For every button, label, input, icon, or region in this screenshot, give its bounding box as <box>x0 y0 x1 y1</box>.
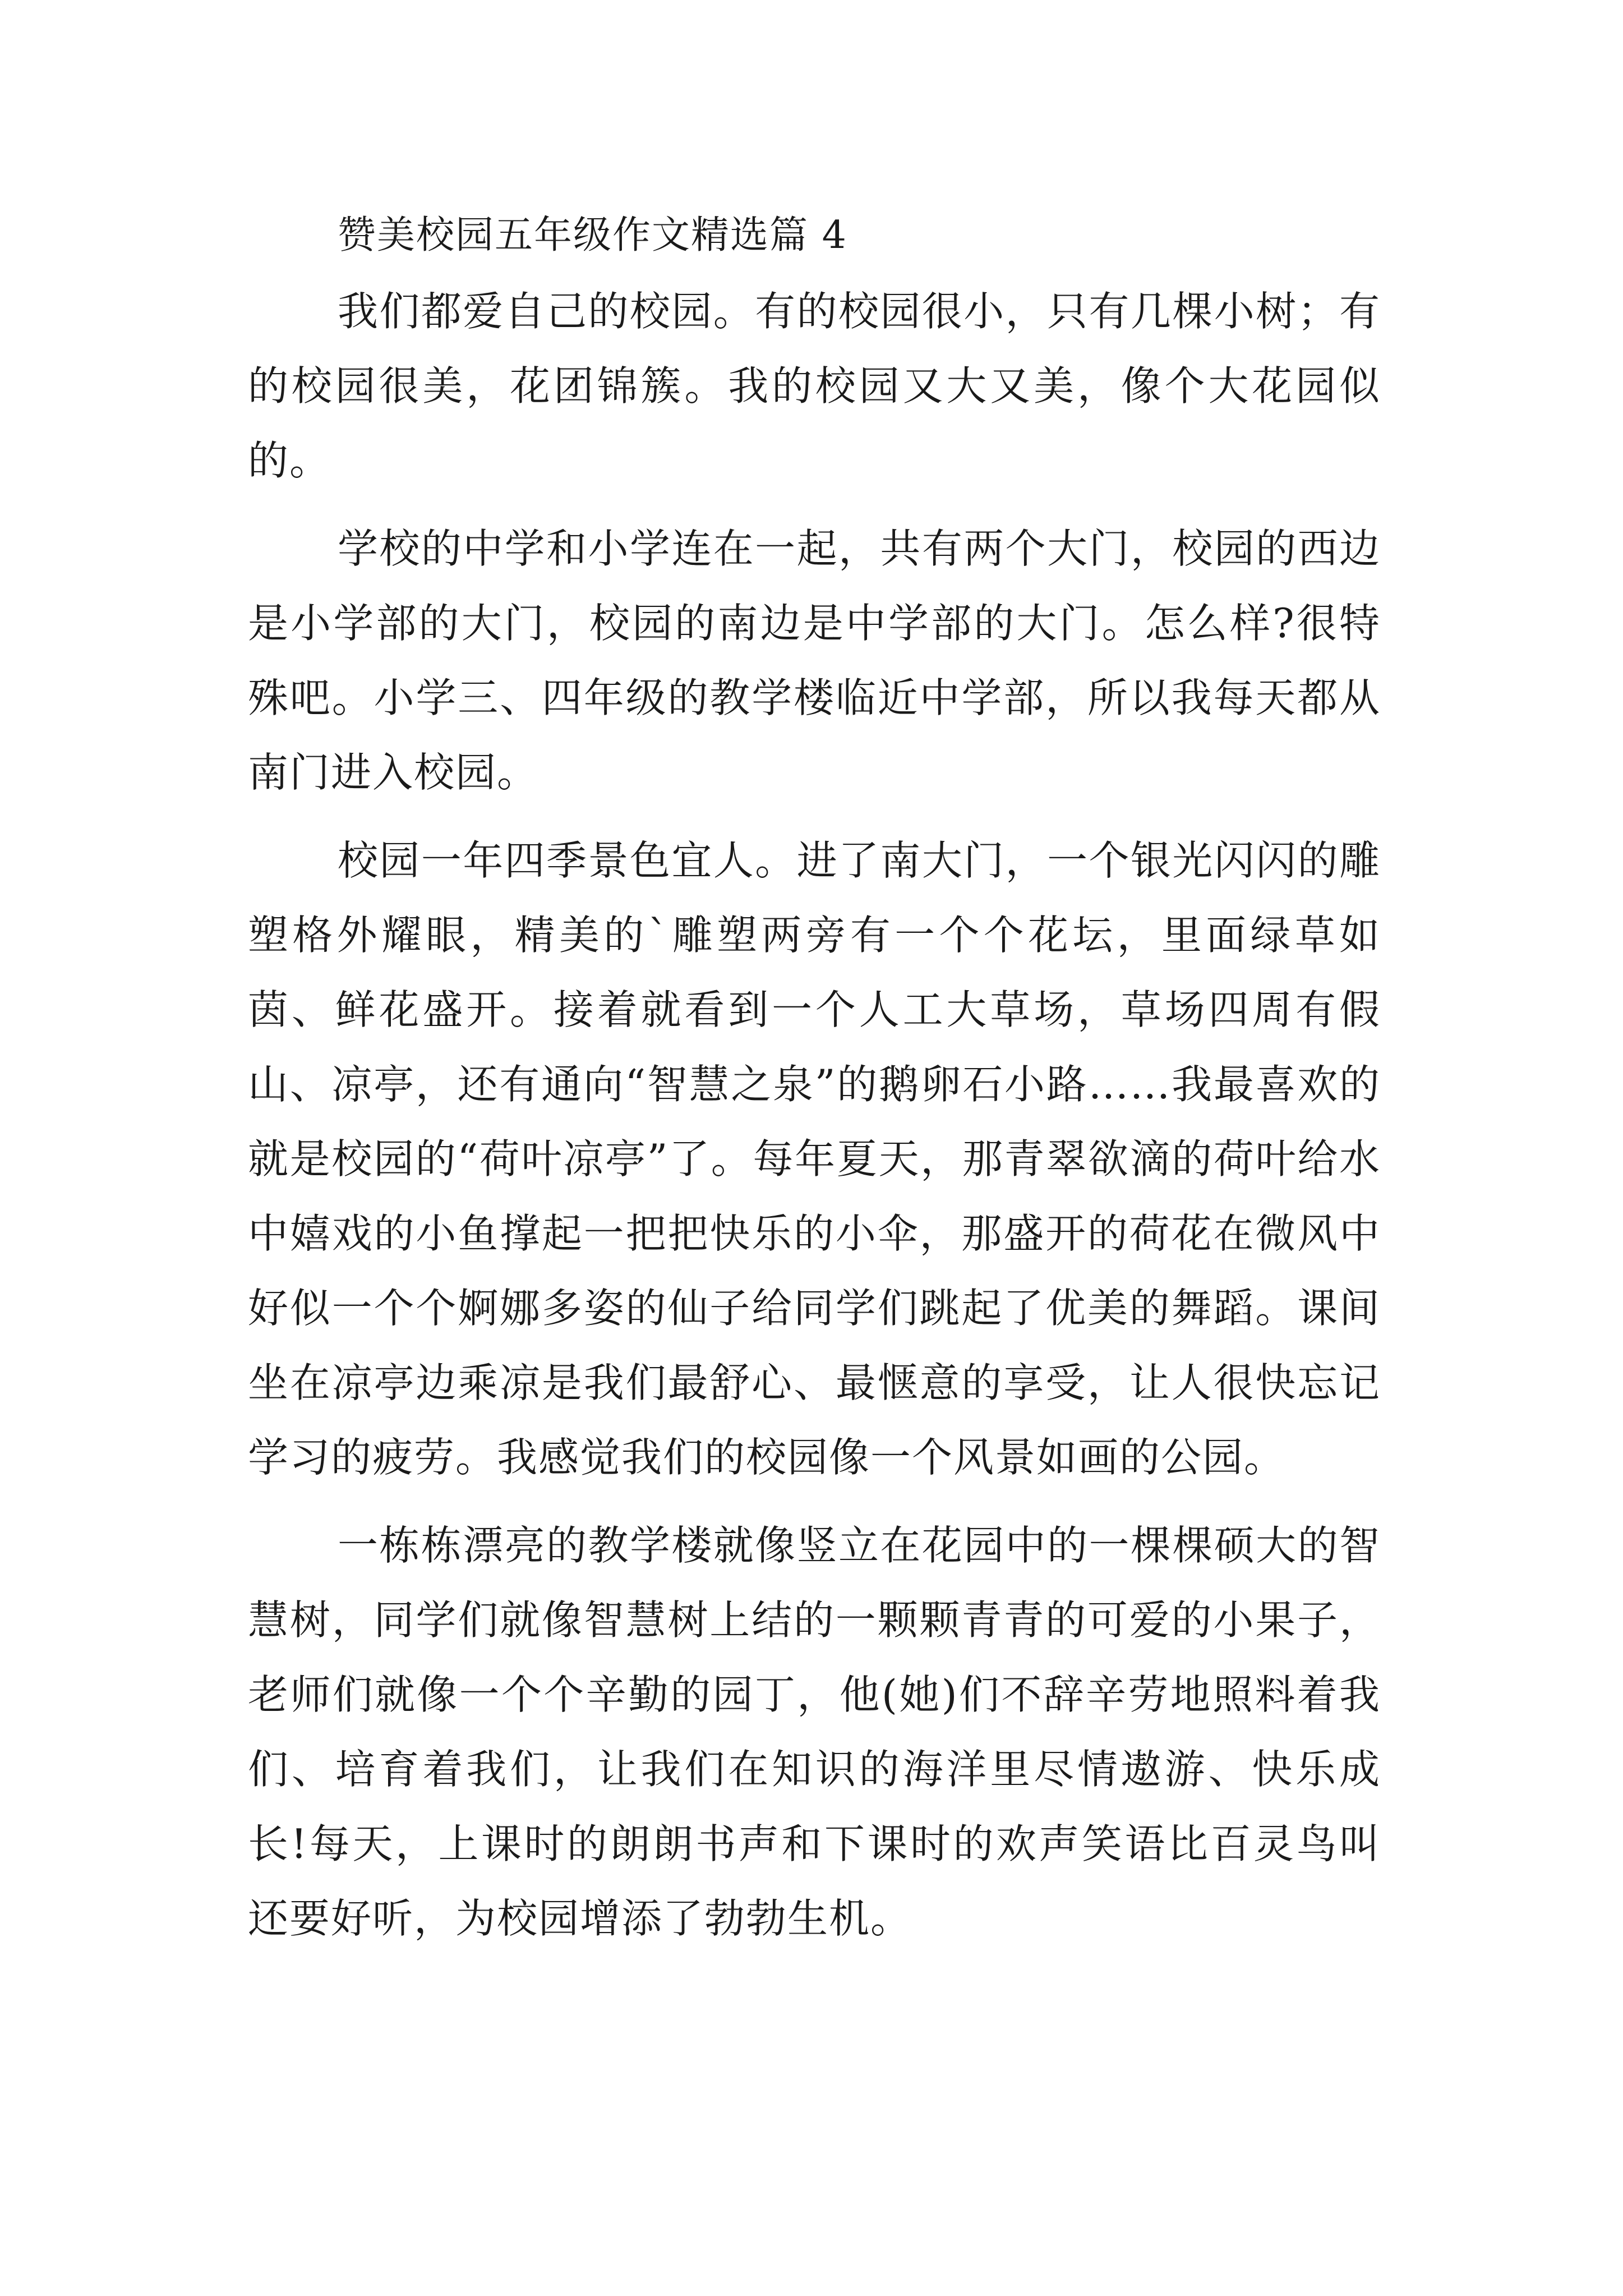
document-body <box>248 199 1381 1956</box>
paragraph-school-gates: 学校的中学和小学连在一起，共有两个大门，校园的西边是小学部的大门，校园的南边是中学部的大门。怎么样?很特殊吧。小学三、四年级的教学楼临近中学部，所以我每天都从南门进入校园。 <box>248 525 1381 796</box>
paragraph-teachers-students: 一栋栋漂亮的教学楼就像竖立在花园中的一棵棵硕大的智慧树，同学们就像智慧树上结的一颗颗青青的可爱的小果子，老师们就像一个个辛勤的园丁，他(她)们不辞辛劳地照料着我们、培育着我们，让我们在知识的海洋里尽情遨游、快乐成长!每天，上课时的朗朗书声和下课时的欢声笑语比百灵鸟叫还要好听，为校园增添了勃勃生机。 <box>248 1522 1381 1942</box>
paragraph-scenery: 校园一年四季景色宜人。进了南大门，一个银光闪闪的雕塑格外耀眼，精美的`雕塑两旁有一个个花坛，里面绿草如茵、鲜花盛开。接着就看到一个人工大草场，草场四周有假山、凉亭，还有通向“智慧之泉”的鹅卵石小路……我最喜欢的就是校园的“荷叶凉亭”了。每年夏天，那青翠欲滴的荷叶给水中嬉戏的小鱼撑起一把把快乐的小伞，那盛开的荷花在微风中好似一个个婀娜多姿的仙子给同学们跳起了优美的舞蹈。课间坐在凉亭边乘凉是我们最舒心、最惬意的享受，让人很快忘记学习的疲劳。我感觉我们的校园像一个风景如画的公园。 <box>248 837 1381 1481</box>
paragraph-intro: 我们都爱自己的校园。有的校园很小，只有几棵小树；有的校园很美，花团锦簇。我的校园又大又美，像个大花园似的。 <box>248 288 1381 484</box>
document-title: 赞美校园五年级作文精选篇 4 <box>338 213 847 257</box>
